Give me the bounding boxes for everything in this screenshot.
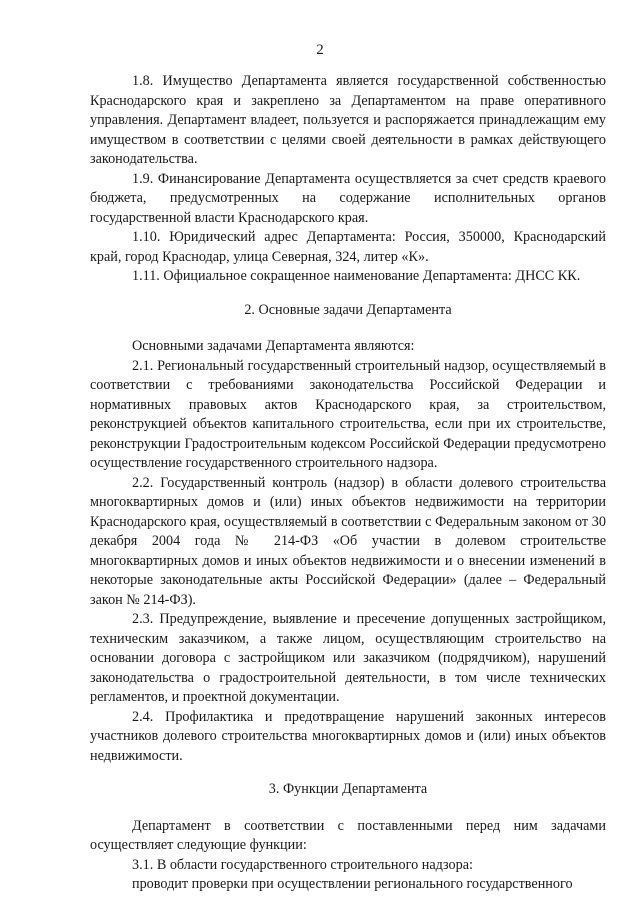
paragraph-2-4: 2.4. Профилактика и предотвращение нарушений законных интересов участников долевого строительства многоквартирных домов и (или) иных объектов недвижимости. [90, 708, 606, 764]
section-2-intro: Основными задачами Департамента являются: [132, 338, 415, 354]
document-body [90, 72, 606, 895]
page-number: 2 [316, 42, 324, 58]
paragraph-2-3: 2.3. Предупреждение, выявление и пресечение допущенных застройщиком, техническим заказчиком, а также лицом, осуществляющим строительство на основании договора с застройщиком или заказчиком (подрядчиком), нарушений законодательства о градостроительной деятельности, в том числе технических регламентов, и проектной документации. [90, 611, 606, 705]
paragraph-1-8: 1.8. Имущество Департамента является государственной собственностью Краснодарского края и закреплено за Департаментом на праве оперативного управления. Департамент владеет, пользуется и распоряжается принадлежащим ему имуществом в соответствии с целями своей деятельности в рамках действующего законодательства. [90, 73, 606, 167]
section-2-heading: 2. Основные задачи Департамента [244, 301, 452, 318]
section-3-heading: 3. Функции Департамента [268, 781, 428, 797]
section-3-intro: Департамент в соответствии с поставленными перед ним задачами осуществляет следующие функции: [90, 817, 606, 853]
paragraph-1-10: 1.10. Юридический адрес Департамента: Россия, 350000, Краснодарский край, город Краснодар, улица Северная, 324, литер «К». [90, 229, 606, 265]
paragraph-2-1: 2.1. Региональный государственный строительный надзор, осуществляемый в соответствии с требованиями законодательства Российской Федерации и нормативных правовых актов Краснодарского края, за строительством, реконструкцией объектов капитального строительства, если при их строительстве, реконструкции Градостроительным кодексом Российской Федерации предусмотрено осуществление государственного строительного надзора. [90, 357, 606, 471]
paragraph-1-9: 1.9. Финансирование Департамента осуществляется за счет средств краевого бюджета, предусмотренных на содержание исполнительных органов государственной власти Краснодарского края. [90, 170, 606, 226]
paragraph-1-11: 1.11. Официальное сокращенное наименование Департамента: ДНСС КК. [132, 268, 581, 284]
paragraph-3-1: 3.1. В области государственного строительного надзора: [132, 856, 473, 873]
paragraph-3-1-text: проводит проверки при осуществлении регионального государственного [132, 876, 573, 892]
paragraph-2-2: 2.2. Государственный контроль (надзор) в области долевого строительства многоквартирных домов и (или) иных объектов недвижимости на территории Краснодарского края, осуществляемый в соответствии с Федеральным законом от 30 декабря 2004 года № 214-ФЗ «Об участии в долевом строительстве многоквартирных домов и иных объектов недвижимости и о внесении изменений в некоторые законодательные акты Российской Федерации» (далее – Федеральный закон № 214-ФЗ). [90, 474, 606, 608]
